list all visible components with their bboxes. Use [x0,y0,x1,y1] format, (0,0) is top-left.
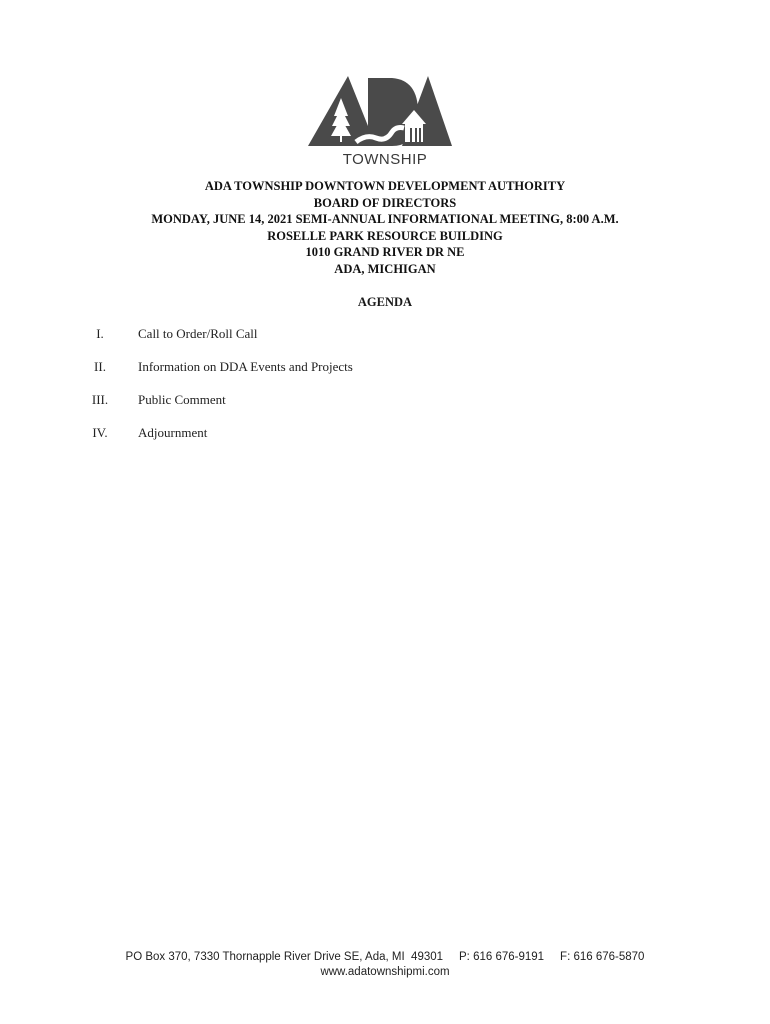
footer-contact-line [0,950,770,965]
agenda-title: AGENDA [357,295,413,309]
agenda-item-text: Call to Order/Roll Call [138,326,258,341]
footer-address: PO Box 370, 7330 Thornapple River Drive SE, Ada, MI 49301 [125,951,444,963]
header-location: ROSELLE PARK RESOURCE BUILDING [267,228,503,243]
agenda-item-text: Public Comment [138,392,226,407]
agenda-item-number: II. [94,359,106,374]
footer-phone: P: 616 676-9191 [459,951,545,963]
footer-website[interactable]: www.adatownshipmi.com [320,966,450,978]
logo-word: TOWNSHIP [342,151,428,168]
ada-township-logo-icon [306,68,456,152]
footer-fax: F: 616 676-5870 [560,951,645,963]
agenda-item [80,359,480,392]
agenda-item-number: III. [91,392,109,407]
header-street: 1010 GRAND RIVER DR NE [305,245,465,260]
header-organization: ADA TOWNSHIP DOWNTOWN DEVELOPMENT AUTHORITY [204,179,566,193]
meeting-header [0,178,770,278]
agenda-item-number: IV. [92,425,108,440]
header-city: ADA, MICHIGAN [334,261,436,276]
agenda-item [80,425,480,458]
header-meeting-date: MONDAY, JUNE 14, 2021 SEMI-ANNUAL INFORMATIONAL MEETING, 8:00 A.M. [151,212,619,227]
agenda-item-number: I. [96,326,104,341]
agenda-list [80,326,480,458]
footer [0,950,770,980]
agenda-item [80,326,480,359]
agenda-item-text: Information on DDA Events and Projects [138,359,353,374]
ada-township-logo [306,68,456,152]
agenda-item [80,392,480,425]
header-board: BOARD OF DIRECTORS [313,195,457,210]
agenda-item-text: Adjournment [138,425,208,440]
